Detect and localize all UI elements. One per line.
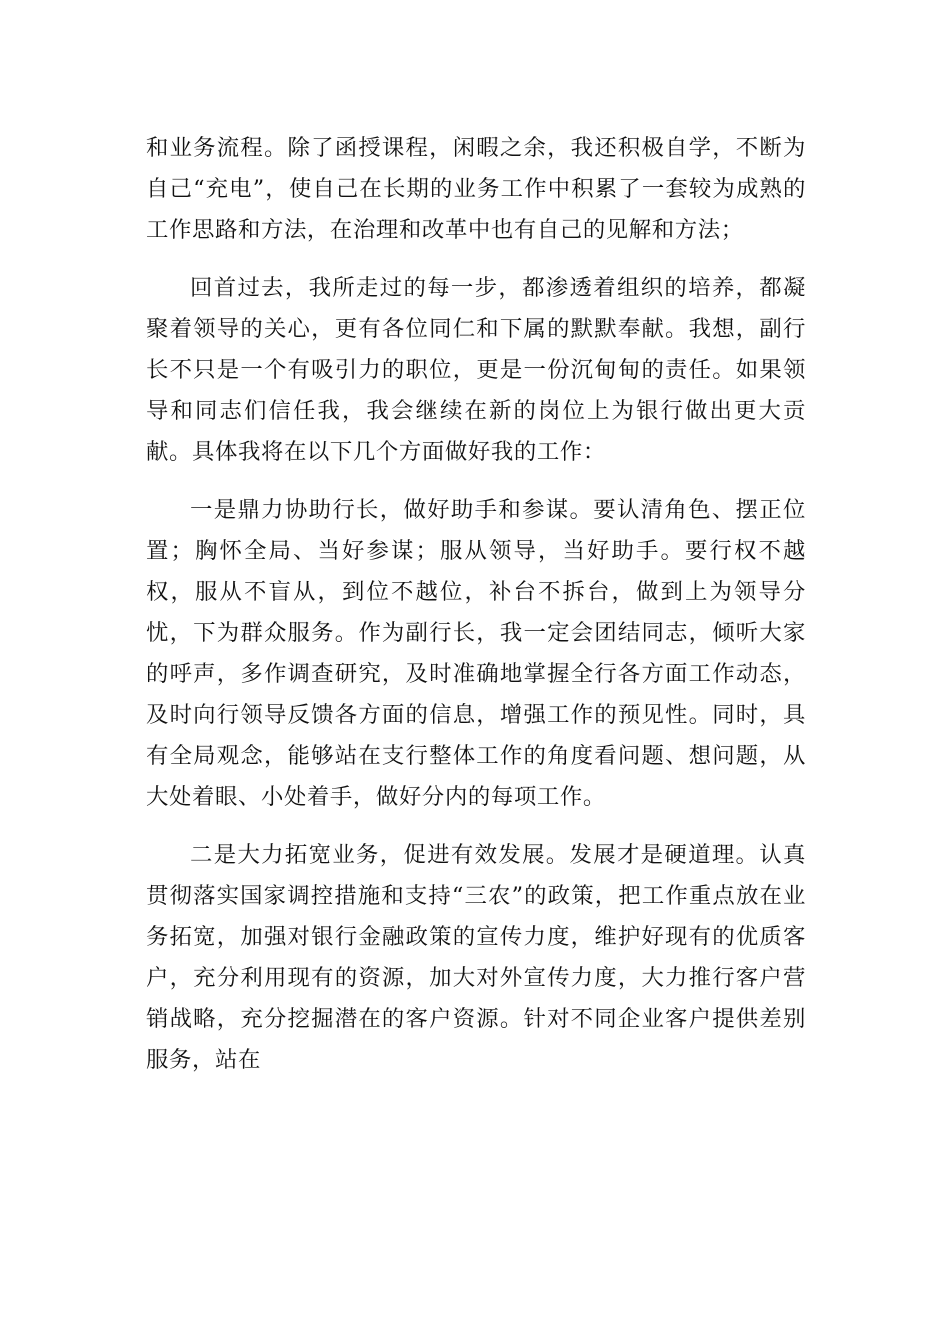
- paragraph-2: 回首过去，我所走过的每一步，都渗透着组织的培养，都凝聚着领导的关心，更有各位同仁和下属的默默奉献。我想，副行长不只是一个有吸引力的职位，更是一份沉甸甸的责任。如果领导和同志们信任我，我会继续在新的岗位上为银行做出更大贡献。具体我将在以下几个方面做好我的工作：: [146, 275, 806, 465]
- paragraph-1: 和业务流程。除了函授课程，闲暇之余，我还积极自学，不断为自己“充电”，使自己在长期的业务工作中积累了一套较为成熟的工作思路和方法，在治理和改革中也有自己的见解和方法；: [146, 135, 806, 243]
- paragraph-4: 二是大力拓宽业务，促进有效发展。发展才是硬道理。认真贯彻落实国家调控措施和支持“三农”的政策，把工作重点放在业务拓宽，加强对银行金融政策的宣传力度，维护好现有的优质客户，充分利用现有的资源，加大对外宣传力度，大力推行客户营销战略，充分挖掘潜在的客户资源。针对不同企业客户提供差别服务，站在: [146, 842, 806, 1073]
- paragraph-3: 一是鼎力协助行长，做好助手和参谋。要认清角色、摆正位置；胸怀全局、当好参谋；服从领导，当好助手。要行权不越权，服从不盲从，到位不越位，补台不拆台，做到上为领导分忧，下为群众服务。作为副行长，我一定会团结同志，倾听大家的呼声，多作调查研究，及时准确地掌握全行各方面工作动态，及时向行领导反馈各方面的信息，增强工作的预见性。同时，具有全局观念，能够站在支行整体工作的角度看问题、想问题，从大处着眼、小处着手，做好分内的每项工作。: [146, 497, 806, 810]
- document-body: [146, 128, 806, 1098]
